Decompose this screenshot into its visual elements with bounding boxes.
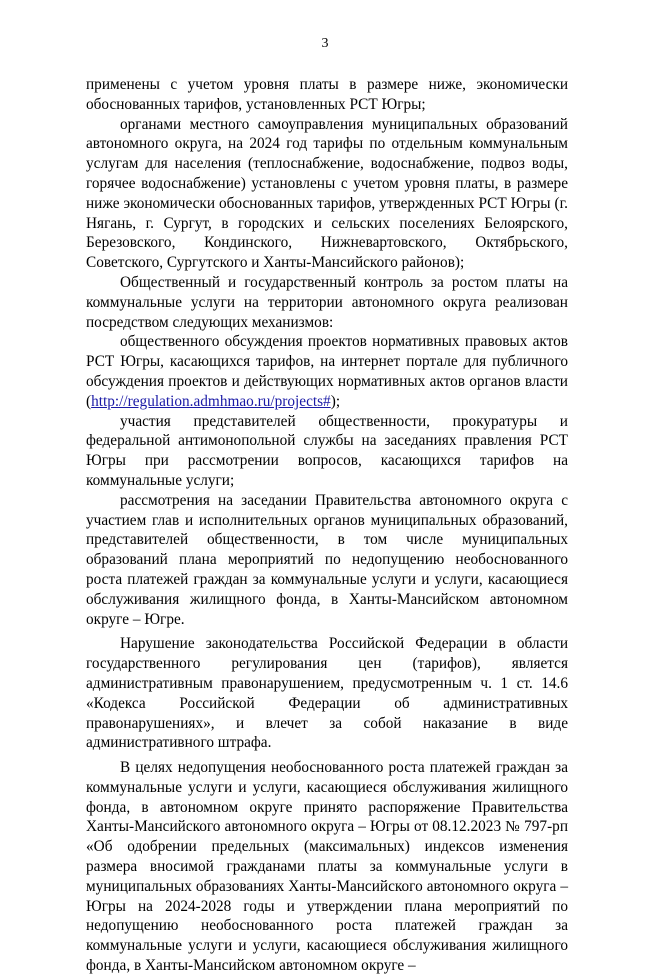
paragraph-participation: участия представителей общественности, прокуратуры и федеральной антимонопольной службы на заседаниях правления РСТ Югры при рассмотрении вопросов, касающихся тарифов на коммунальные услуги;: [86, 412, 568, 489]
page-number: 3: [321, 36, 329, 51]
paragraph-public-discussion-text: общественного обсуждения проектов нормативных правовых актов РСТ Югры, касающихся тарифов, на интернет портале для публичного обсуждения проектов и действующих нормативных актов органов власти (: [86, 333, 568, 410]
paragraph-public-discussion: [86, 332, 568, 411]
paragraph-government-order: В целях недопущения необоснованного роста платежей граждан за коммунальные услуги и услуги, касающиеся обслуживания жилищного фонда, в автономном округе принято распоряжение Правительства Ханты-Мансийского автономного округа – Югры от 08.12.2023 № 797-рп «Об одобрении предельных (максимальных) индексов изменения размера вносимой гражданами платы за коммунальные услуги в муниципальных образованиях Ханты-Мансийского автономного округа – Югры на 2024-2028 годы и утверждении плана мероприятий по недопущению необоснованного роста платежей граждан за коммунальные услуги и услуги, касающиеся обслуживания жилищного фонда, в Ханты-Мансийском автономном округе –: [86, 759, 568, 975]
paragraph-government-meeting: рассмотрения на заседании Правительства автономного округа с участием глав и исполнительных органов муниципальных образований, представителей общественности, в том числе муниципальных образований плана мероприятий по недопущению необоснованного роста платежей граждан за коммунальные услуги и услуги, касающиеся обслуживания жилищного фонда, в Ханты-Мансийском автономном округе – Югре.: [86, 491, 568, 628]
paragraph-public-control: Общественный и государственный контроль за ростом платы на коммунальные услуги на территории автономного округа реализован посредством следующих механизмов:: [86, 273, 568, 331]
document-body: [86, 75, 568, 976]
regulation-portal-link[interactable]: http://regulation.admhmao.ru/projects#: [91, 392, 331, 410]
paragraph-public-discussion-end: );: [330, 392, 341, 410]
paragraph-violation: Нарушение законодательства Российской Федерации в области государственного регулирования цен (тарифов), является административным правонарушением, предусмотренным ч. 1 ст. 14.6 «Кодекса Российской Федерации об административных правонарушениях», и влечет за собой наказание в виде административного штрафа.: [86, 635, 568, 752]
paragraph-continuation: применены с учетом уровня платы в размере ниже, экономически обоснованных тарифов, установленных РСТ Югры;: [86, 76, 568, 113]
paragraph-local-government-tariffs: органами местного самоуправления муниципальных образований автономного округа, на 2024 год тарифы по отдельным коммунальным услугам для населения (теплоснабжение, водоснабжение, подвоз воды, горячее водоснабжение) установлены с учетом уровня платы, в размере ниже экономически обоснованных тарифов, утвержденных РСТ Югры (г. Нягань, г. Сургут, в городских и сельских поселениях Белоярского, Березовского, Кондинского, Нижневартовского, Октябрьского, Советского, Сургутского и Ханты-Мансийского районов);: [86, 115, 568, 272]
